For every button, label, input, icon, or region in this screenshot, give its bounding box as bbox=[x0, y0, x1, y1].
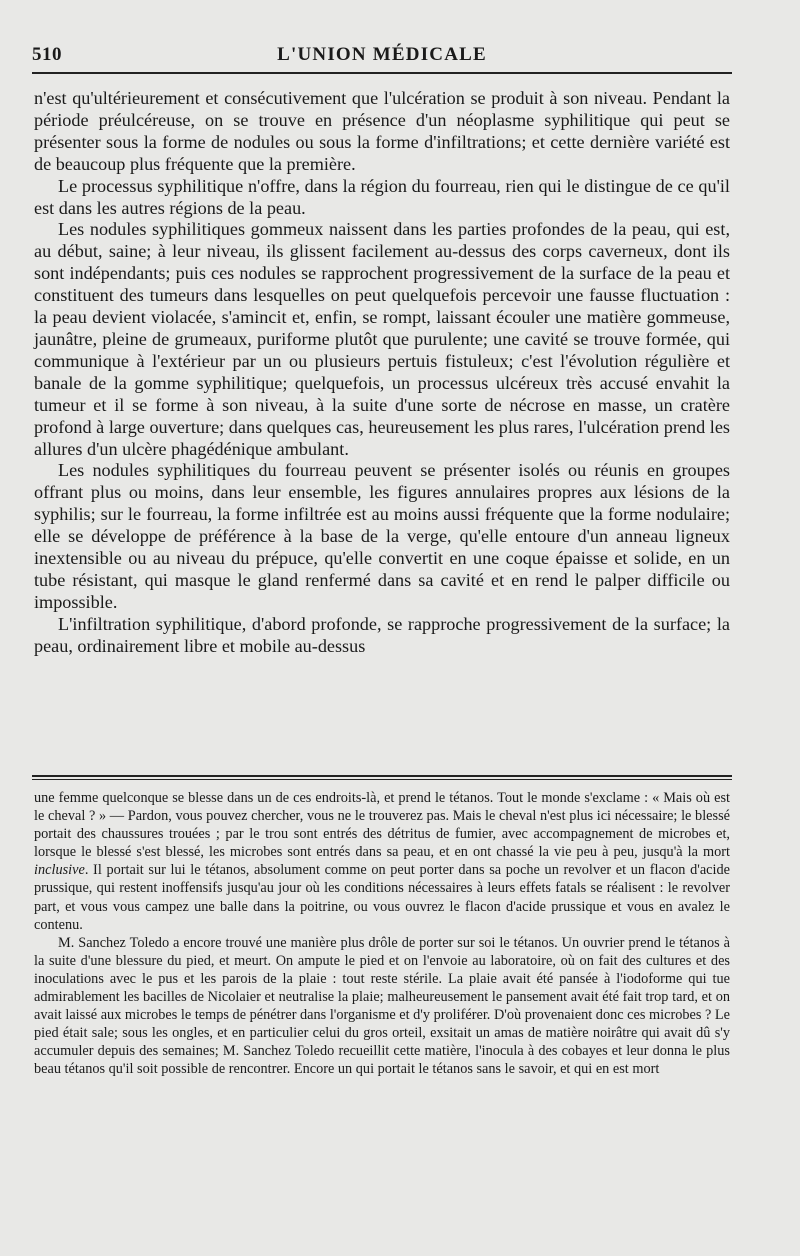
footnote-1-part-2: . Il portait sur lui le tétanos, absolument comme on peut porter dans sa poche un revolver et un flacon d'acide prussique, qui restent inoffensifs jusqu'au jour où les conditions nécessaires à leurs effets fatals se réalisent : le revolver part, et vous vous campez une balle dans la poitrine, ou vous ouvrez le flacon d'acide prussique et vous en avalez le contenu. bbox=[34, 862, 730, 933]
footnote-2: M. Sanchez Toledo a encore trouvé une manière plus drôle de porter sur soi le tétanos. Un ouvrier prend le tétanos à la suite d'une blessure du pied, et meurt. On ampute le pied et on l'envoie au laboratoire, où on fait des cultures et des inoculations avec le pus et les parois de la plaie : tout reste stérile. La plaie avait été pansée à l'iodoforme qui tue admirablement les bacilles de Nicolaier et neutralise la plaie; malheureusement le pansement avait été fait trop tard, et on avait laissé aux microbes le temps de pénétrer dans l'organisme et d'y proliférer. D'où provenaient donc ces microbes ? Le pied était sale; sous les ongles, et en particulier celui du gros orteil, exsitait un amas de matière noirâtre qui avait dû s'y accumuler depuis des semaines; M. Sanchez Toledo recueillit cette matière, l'inocula à des cobayes et leur donna le plus beau tétanos qu'il soit possible de rencontrer. Encore un qui portait le tétanos sans le savoir, et qui en est mort bbox=[34, 934, 730, 1078]
footnote-1-part-1: une femme quelconque se blesse dans un de ces endroits-là, et prend le tétanos. Tout le monde s'exclame : « Mais où est le cheval ? » — Pardon, vous pouvez chercher, vous ne le trouverez pas. Mais le cheval n'est plus ici nécessaire; le blessé portait des chaussures trouées ; par le trou sont entrés des détritus de fumier, avec accompagnement de microbes et, lorsque le blessé s'est blessé, les microbes sont entrés dans sa peau, et en ont chassé la vie peu à peu, jusqu'à la mort bbox=[34, 790, 730, 861]
running-title: L'UNION MÉDICALE bbox=[277, 44, 487, 65]
paragraph-4: Les nodules syphilitiques du fourreau peuvent se présenter isolés ou réunis en groupes offrant plus ou moins, dans leur ensemble, les figures annulaires propres aux lésions de la syphilis; sur le fourreau, la forme infiltrée est au moins aussi fréquente que la forme nodulaire; elle se développe de préférence à la base de la verge, qu'elle entoure d'un anneau ligneux inextensible ou au niveau du prépuce, qu'elle convertit en une coque épaisse et solide, en un tube résistant, qui masque le gland renfermé dans sa cavité et en rend le palper difficile ou impossible. bbox=[34, 460, 730, 612]
header-rule bbox=[32, 72, 732, 74]
footnote-1 bbox=[34, 789, 730, 934]
page-number: 510 bbox=[32, 44, 62, 65]
paragraph-5: L'infiltration syphilitique, d'abord profonde, se rapproche progressivement de la surface; la peau, ordinairement libre et mobile au-dessus bbox=[34, 613, 730, 656]
footnotes bbox=[34, 789, 730, 1079]
footnote-1-emphasis: inclusive bbox=[34, 862, 85, 879]
paragraph-2: Le processus syphilitique n'offre, dans la région du fourreau, rien qui le distingue de ce qu'il est dans les autres régions de la peau. bbox=[34, 175, 730, 218]
footnote-rule bbox=[32, 775, 732, 780]
main-text bbox=[34, 88, 730, 658]
paragraph-1: n'est qu'ultérieurement et consécutivement que l'ulcération se produit à son niveau. Pendant la période préulcéreuse, on se trouve en présence d'un néoplasme syphilitique qui peut se présenter sous la forme de nodules ou sous la forme d'infiltrations; et cette dernière variété est de beaucoup plus fréquente que la première. bbox=[34, 88, 730, 174]
paragraph-3: Les nodules syphilitiques gommeux naissent dans les parties profondes de la peau, qui est, au début, saine; à leur niveau, ils glissent facilement au-dessus des corps caverneux, dont ils sont indépendants; puis ces nodules se rapprochent progressivement de la surface de la peau et constituent des tumeurs dans lesquelles on peut quelquefois percevoir une fausse fluctuation : la peau devient violacée, s'amincit et, enfin, se rompt, laissant écouler une matière gommeuse, jaunâtre, pleine de grumeaux, puriforme plutôt que purulente; une cavité se trouve formée, qui communique à l'extérieur par un ou plusieurs pertuis fistuleux; c'est l'évolution régulière et banale de la gomme syphilitique; quelquefois, un processus ulcéreux très accusé envahit la tumeur et il se forme à son niveau, à la suite d'une sorte de nécrose en masse, un cratère profond à large ouverture; dans quelques cas, heureusement les plus rares, l'ulcération prend les allures d'un ulcère phagédénique ambulant. bbox=[34, 219, 730, 459]
page-header bbox=[32, 44, 732, 68]
